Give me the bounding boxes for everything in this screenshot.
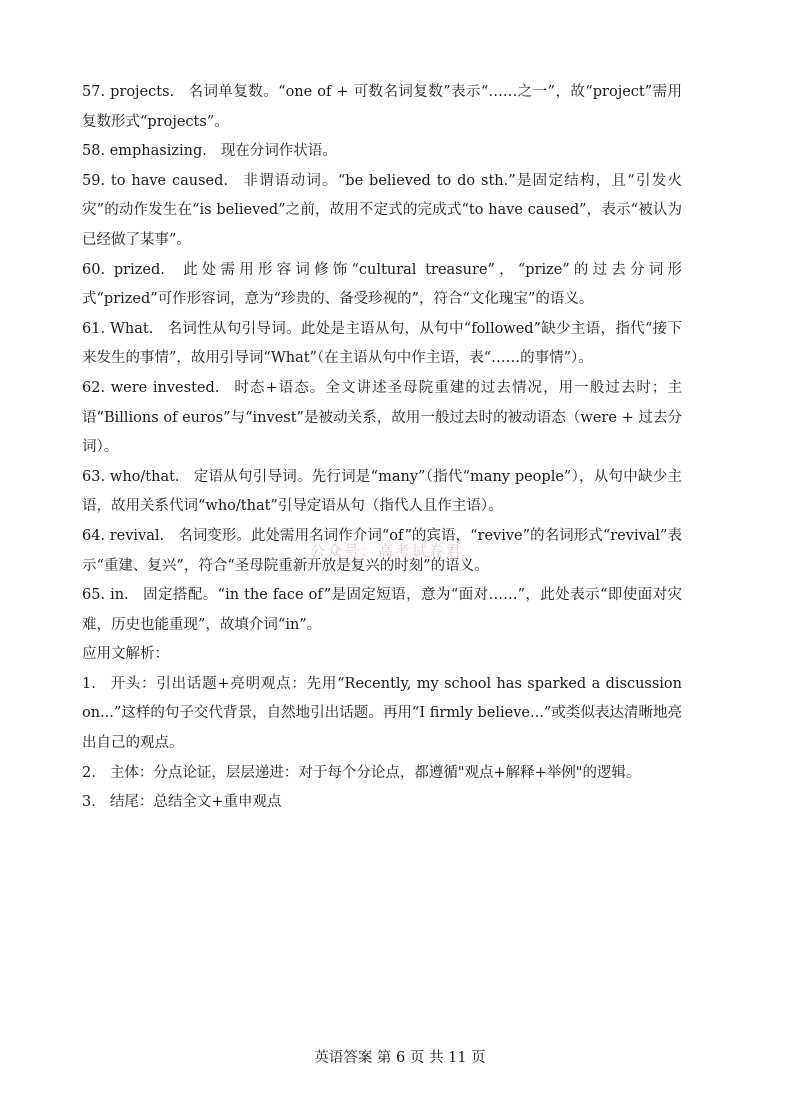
watermark: 公众号：高考试卷君 [310, 542, 464, 560]
answer-explanation: 非谓语动词。“be believed to do sth.”是固定结构，且“引发火灾”的动作发生在“is believed”之前，故用不定式的完成式“to have caused”，表示“被认为已经做了某事”。 [82, 172, 682, 248]
writing-point-1 [82, 670, 682, 759]
answer-key: 62. were invested. [82, 379, 220, 396]
writing-point-3 [82, 788, 682, 818]
answer-explanation: 此处需用形容词修饰“cultural treasure”，“prize”的过去分词形式“prized”可作形容词，意为“珍贵的、备受珍视的”，符合“文化瑰宝”的语义。 [82, 261, 682, 308]
point-number: 2. [82, 764, 96, 781]
answer-59 [82, 167, 682, 256]
answer-57 [82, 78, 682, 137]
answer-explanation: 名词性从句引导词。此处是主语从句，从句中“followed”缺少主语，指代“接下来发生的事情”，故用引导词“What”（在主语从句中作主语，表“……的事情”）。 [82, 320, 682, 367]
answer-key: 57. projects. [82, 84, 175, 100]
point-number: 3. [82, 794, 96, 811]
answer-60 [82, 256, 682, 315]
answer-explanation: 现在分词作状语。 [220, 143, 337, 160]
answer-58 [82, 137, 682, 167]
answer-65 [82, 581, 682, 640]
point-text: 结尾：总结全文+重申观点 [109, 794, 282, 811]
answer-explanation: 定语从句引导词。先行词是“many”（指代“many people”），从句中缺少主语，故用关系代词“who/that”引导定语从句（指代人且作主语）。 [82, 468, 683, 515]
answer-key: 64. revival. [82, 527, 165, 544]
answer-explanation: 时态+语态。全文讲述圣母院重建的过去情况，用一般过去时；主语“Billions of euros”与“invest”是被动关系，故用一般过去时的被动语态（were + 过去分词）。 [82, 379, 682, 456]
answer-explanation: 名词单复数。“one of + 可数名词复数”表示“……之一”，故“project”需用复数形式“projects”。 [82, 84, 682, 130]
answer-explanation: 固定搭配。“in the face of”是固定短语，意为“面对……”，此处表示“即使面对灾难，历史也能重现”，故填介词“in”。 [82, 587, 682, 633]
writing-point-2 [82, 759, 682, 789]
answer-key: 58. emphasizing. [82, 143, 207, 160]
answer-key: 59. to have caused. [82, 172, 229, 189]
answer-key: 61. What. [82, 320, 154, 337]
answer-63 [82, 463, 682, 522]
section-title: 应用文解析： [82, 646, 169, 663]
point-number: 1. [82, 675, 96, 692]
point-text: 开头：引出话题+亮明观点：先用“Recently, my school has sparked a discussion on...”这样的句子交代背景，自然地引出话题。再用“I firmly believe...”或类似表达清晰地亮出自己的观点。 [82, 675, 682, 752]
answer-62 [82, 374, 682, 463]
answer-content [82, 78, 682, 818]
answer-key: 63. who/that. [82, 468, 180, 485]
page-footer: 英语答案 第 6 页 共 11 页 [314, 1050, 486, 1066]
answer-explanation: 名词变形。此处需用名词作介词“of”的宾语，“revive”的名词形式“revival”表示“重建、复兴”，符合“圣母院重新开放是复兴的时刻”的语义。 [82, 527, 683, 574]
answer-key: 60. prized. [82, 261, 165, 278]
answer-61 [82, 315, 682, 374]
point-text: 主体：分点论证，层层递进：对于每个分论点，都遵循"观点+解释+举例"的逻辑。 [109, 764, 641, 781]
answer-key: 65. in. [82, 587, 129, 604]
